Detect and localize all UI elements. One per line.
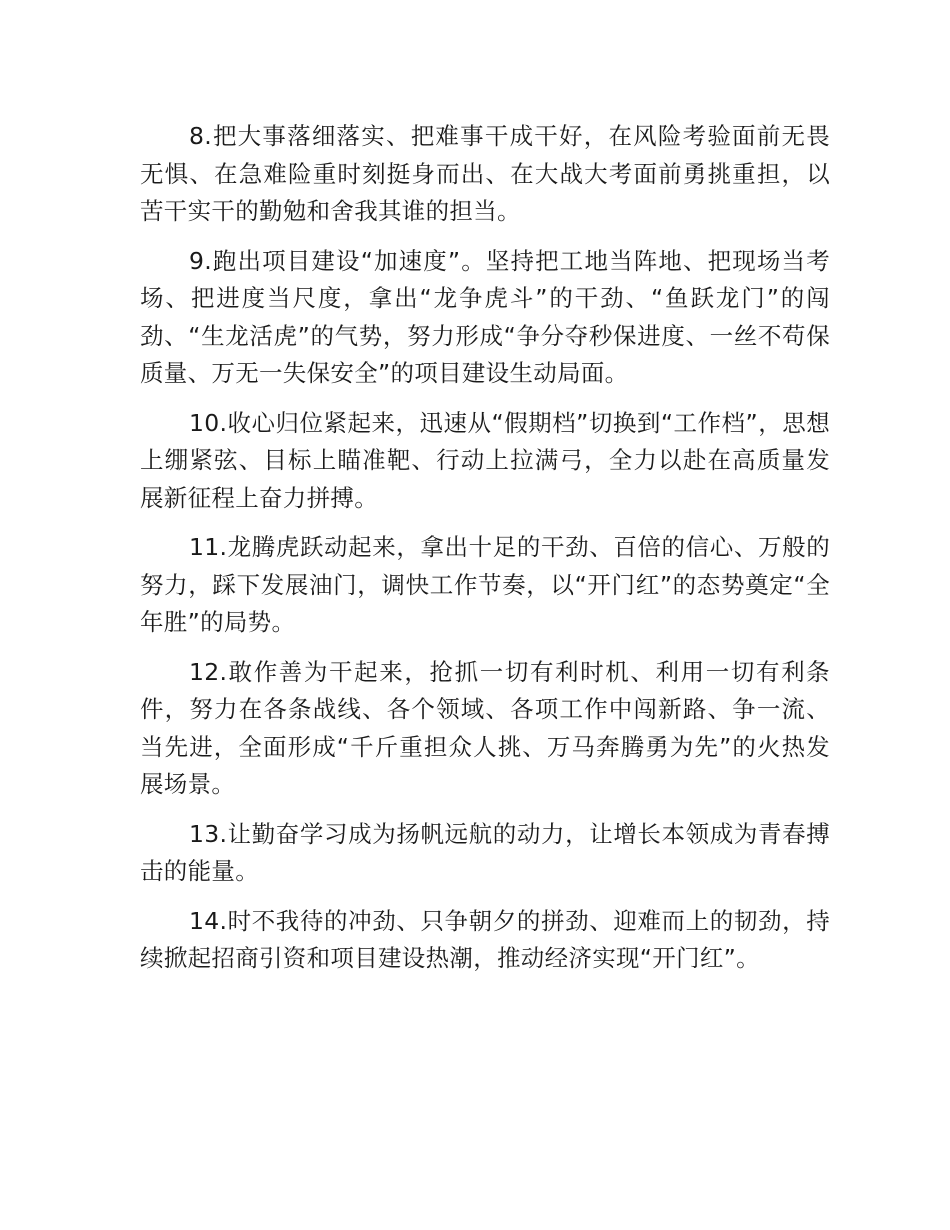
- paragraph-13: 13.让勤奋学习成为扬帆远航的动力，让增长本领成为青春搏击的能量。: [140, 819, 830, 885]
- paragraph-8: 8.把大事落细落实、把难事干成干好，在风险考验面前无畏无惧、在急难险重时刻挺身而出、在大战大考面前勇挑重担，以苦干实干的勤勉和舍我其谁的担当。: [140, 122, 830, 225]
- paragraph-10: 10.收心归位紧起来，迅速从“假期档”切换到“工作档”，思想上绷紧弦、目标上瞄准靶、行动上拉满弓，全力以赴在高质量发展新征程上奋力拼搏。: [140, 408, 830, 512]
- document-body: [140, 118, 830, 990]
- paragraph-11: 11.龙腾虎跃动起来，拿出十足的干劲、百倍的信心、万般的努力，踩下发展油门，调快工作节奏，以“开门红”的态势奠定“全年胜”的局势。: [140, 533, 830, 636]
- paragraph-9: 9.跑出项目建设“加速度”。坚持把工地当阵地、把现场当考场、把进度当尺度，拿出“龙争虎斗”的干劲、“鱼跃龙门”的闯劲、“生龙活虎”的气势，努力形成“争分夺秒保进度、一丝不苟保质量、万无一失保安全”的项目建设生动局面。: [140, 246, 830, 387]
- paragraph-14: 14.时不我待的冲劲、只争朝夕的拼劲、迎难而上的韧劲，持续掀起招商引资和项目建设热潮，推动经济实现“开门红”。: [140, 906, 830, 972]
- paragraph-12: 12.敢作善为干起来，抢抓一切有利时机、利用一切有利条件，努力在各条战线、各个领域、各项工作中闯新路、争一流、当先进，全面形成“千斤重担众人挑、万马奔腾勇为先”的火热发展场景。: [140, 657, 830, 798]
